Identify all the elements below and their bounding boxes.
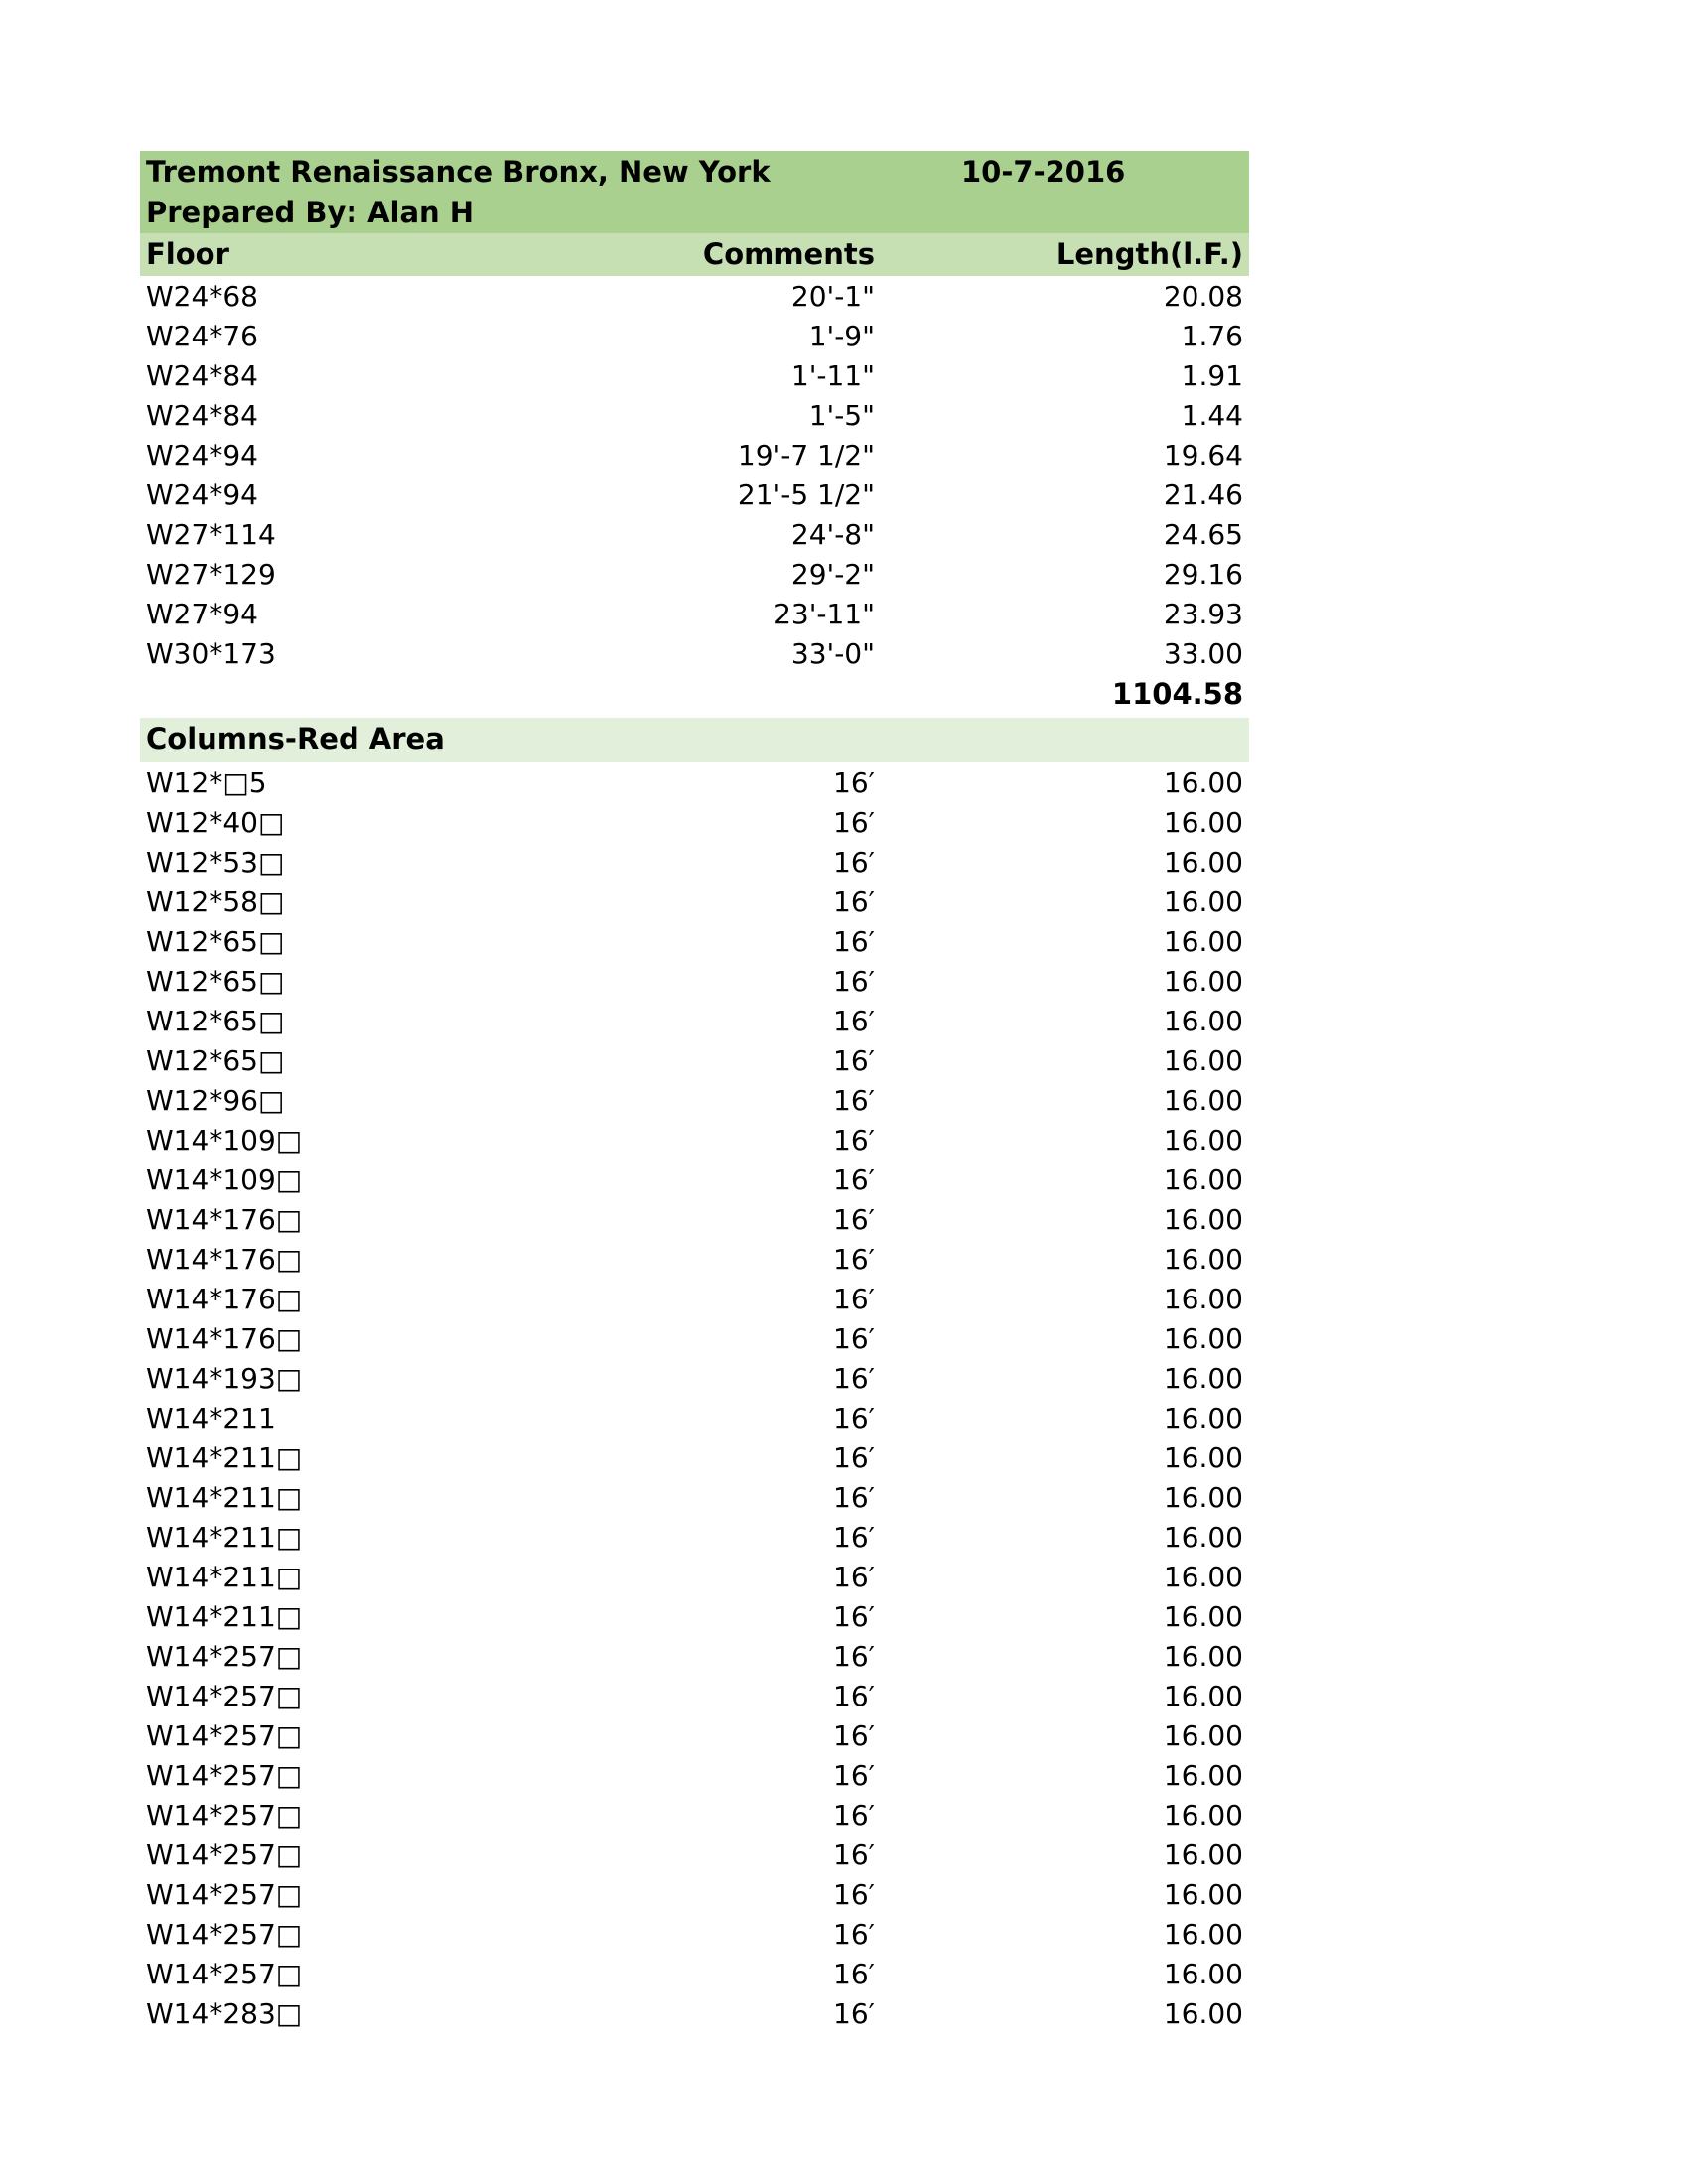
- member-length: 16.00: [1163, 1362, 1243, 1395]
- table-row: [140, 1279, 1249, 1318]
- table-row: [140, 1318, 1249, 1358]
- table-row: [140, 1160, 1249, 1199]
- member-comment: 16′: [833, 1124, 875, 1157]
- member-comment: 16′: [833, 1839, 875, 1871]
- member-comment: 16′: [833, 1958, 875, 1990]
- member-comment: 16′: [833, 1719, 875, 1752]
- member-length: 16.00: [1163, 1203, 1243, 1236]
- member-length: 33.00: [1163, 637, 1243, 670]
- member-length: 16.00: [1163, 846, 1243, 879]
- member-comment: 21'-5 1/2": [737, 478, 875, 511]
- table-row: [140, 514, 1249, 554]
- member-length: 19.64: [1163, 439, 1243, 472]
- member-length: 20.08: [1163, 280, 1243, 313]
- member-name: W14*176□: [146, 1243, 303, 1276]
- table-row: [140, 1199, 1249, 1239]
- member-length: 16.00: [1163, 1958, 1243, 1990]
- member-comment: 16′: [833, 1600, 875, 1633]
- floor-column-header: Floor: [146, 237, 229, 271]
- member-length: 16.00: [1163, 766, 1243, 799]
- member-name: W14*257□: [146, 1918, 303, 1951]
- table-row: [140, 1437, 1249, 1477]
- spreadsheet-page: [140, 151, 1249, 2033]
- member-name: W24*94: [146, 439, 258, 472]
- member-comment: 16′: [833, 1203, 875, 1236]
- table-row: [140, 435, 1249, 475]
- column-header-row: [140, 233, 1249, 276]
- member-comment: 16′: [833, 1997, 875, 2030]
- member-length: 16.00: [1163, 1680, 1243, 1712]
- member-length: 1.76: [1181, 320, 1243, 352]
- table-row: [140, 475, 1249, 514]
- member-comment: 1'-11": [790, 359, 875, 392]
- member-length: 21.46: [1163, 478, 1243, 511]
- member-comment: 16′: [833, 846, 875, 879]
- floor-total-value: 1104.58: [1111, 677, 1243, 711]
- member-length: 16.00: [1163, 806, 1243, 839]
- floor-total-row: [140, 673, 1249, 718]
- member-length: 16.00: [1163, 1084, 1243, 1117]
- member-name: W14*176□: [146, 1322, 303, 1355]
- member-comment: 16′: [833, 1322, 875, 1355]
- member-name: W24*76: [146, 320, 258, 352]
- member-name: W24*94: [146, 478, 258, 511]
- table-row: [140, 554, 1249, 594]
- member-comment: 33'-0": [790, 637, 875, 670]
- member-name: W12*40□: [146, 806, 285, 839]
- member-name: W14*283□: [146, 1997, 303, 2030]
- member-comment: 16′: [833, 1918, 875, 1951]
- member-comment: 16′: [833, 1005, 875, 1037]
- member-comment: 16′: [833, 806, 875, 839]
- member-name: W14*257□: [146, 1839, 303, 1871]
- member-name: W14*193□: [146, 1362, 303, 1395]
- member-length: 16.00: [1163, 925, 1243, 958]
- member-comment: 24'-8": [790, 518, 875, 551]
- table-row: [140, 1676, 1249, 1715]
- member-length: 16.00: [1163, 965, 1243, 998]
- member-comment: 23'-11": [774, 598, 875, 630]
- table-row: [140, 1874, 1249, 1914]
- comments-column-header: Comments: [702, 237, 875, 271]
- table-row: [140, 1755, 1249, 1795]
- member-comment: 29'-2": [790, 558, 875, 591]
- member-name: W27*114: [146, 518, 276, 551]
- member-length: 16.00: [1163, 1600, 1243, 1633]
- member-comment: 16′: [833, 766, 875, 799]
- report-header: [140, 151, 1249, 233]
- member-length: 16.00: [1163, 1005, 1243, 1037]
- member-name: W14*211□: [146, 1561, 303, 1593]
- member-length: 16.00: [1163, 1441, 1243, 1474]
- member-name: W12*65□: [146, 1005, 285, 1037]
- member-name: W12*65□: [146, 965, 285, 998]
- column-rows: [140, 762, 1249, 2033]
- member-length: 16.00: [1163, 1322, 1243, 1355]
- table-row: [140, 1001, 1249, 1040]
- member-name: W14*257□: [146, 1759, 303, 1792]
- member-length: 16.00: [1163, 1243, 1243, 1276]
- member-name: W30*173: [146, 637, 276, 670]
- member-name: W14*109□: [146, 1163, 303, 1196]
- length-column-header: Length(l.F.): [1055, 237, 1243, 271]
- report-title: Tremont Renaissance Bronx, New York: [146, 155, 771, 189]
- member-length: 16.00: [1163, 886, 1243, 918]
- member-length: 16.00: [1163, 1997, 1243, 2030]
- table-row: [140, 1914, 1249, 1954]
- member-comment: 16′: [833, 965, 875, 998]
- member-length: 16.00: [1163, 1878, 1243, 1911]
- table-row: [140, 1636, 1249, 1676]
- table-row: [140, 1358, 1249, 1398]
- member-name: W14*257□: [146, 1719, 303, 1752]
- table-row: [140, 1239, 1249, 1279]
- member-length: 29.16: [1163, 558, 1243, 591]
- report-date: 10-7-2016: [961, 155, 1126, 189]
- table-row: [140, 961, 1249, 1001]
- member-name: W27*129: [146, 558, 276, 591]
- table-row: [140, 1398, 1249, 1437]
- member-name: W14*257□: [146, 1958, 303, 1990]
- member-length: 24.65: [1163, 518, 1243, 551]
- table-row: [140, 1954, 1249, 1993]
- section-title: Columns-Red Area: [146, 722, 445, 755]
- table-row: [140, 1040, 1249, 1080]
- member-comment: 16′: [833, 1561, 875, 1593]
- member-length: 23.93: [1163, 598, 1243, 630]
- member-name: W24*68: [146, 280, 258, 313]
- member-comment: 16′: [833, 1878, 875, 1911]
- section-header-row: [140, 718, 1249, 762]
- member-length: 16.00: [1163, 1124, 1243, 1157]
- member-name: W27*94: [146, 598, 258, 630]
- table-row: [140, 1795, 1249, 1835]
- member-name: W14*211□: [146, 1521, 303, 1554]
- table-row: [140, 842, 1249, 882]
- member-length: 1.91: [1181, 359, 1243, 392]
- table-row: [140, 355, 1249, 395]
- member-name: W24*84: [146, 399, 258, 432]
- member-comment: 16′: [833, 1402, 875, 1434]
- table-row: [140, 316, 1249, 355]
- table-row: [140, 276, 1249, 316]
- member-comment: 1'-9": [808, 320, 875, 352]
- table-row: [140, 1557, 1249, 1596]
- table-row: [140, 1080, 1249, 1120]
- member-comment: 16′: [833, 1759, 875, 1792]
- member-comment: 16′: [833, 1799, 875, 1832]
- member-name: W14*257□: [146, 1680, 303, 1712]
- table-row: [140, 1120, 1249, 1160]
- member-length: 16.00: [1163, 1163, 1243, 1196]
- member-name: W14*257□: [146, 1878, 303, 1911]
- member-name: W14*176□: [146, 1283, 303, 1315]
- member-name: W14*257□: [146, 1640, 303, 1673]
- member-comment: 19'-7 1/2": [737, 439, 875, 472]
- table-row: [140, 1477, 1249, 1517]
- member-name: W12*96□: [146, 1084, 285, 1117]
- member-name: W12*65□: [146, 1044, 285, 1077]
- member-comment: 16′: [833, 1640, 875, 1673]
- member-name: W12*53□: [146, 846, 285, 879]
- prepared-by: Prepared By: Alan H: [146, 196, 475, 229]
- member-comment: 16′: [833, 1441, 875, 1474]
- member-length: 16.00: [1163, 1918, 1243, 1951]
- member-comment: 16′: [833, 1163, 875, 1196]
- table-row: [140, 882, 1249, 921]
- member-length: 16.00: [1163, 1759, 1243, 1792]
- floor-rows: [140, 276, 1249, 673]
- member-name: W14*211□: [146, 1441, 303, 1474]
- member-comment: 16′: [833, 925, 875, 958]
- member-name: W12*□5: [146, 766, 267, 799]
- member-length: 16.00: [1163, 1044, 1243, 1077]
- table-row: [140, 1993, 1249, 2033]
- table-row: [140, 1596, 1249, 1636]
- member-length: 16.00: [1163, 1561, 1243, 1593]
- member-comment: 20'-1": [790, 280, 875, 313]
- table-row: [140, 594, 1249, 633]
- member-comment: 16′: [833, 1521, 875, 1554]
- member-comment: 16′: [833, 1084, 875, 1117]
- member-comment: 16′: [833, 1044, 875, 1077]
- member-comment: 16′: [833, 1680, 875, 1712]
- member-comment: 16′: [833, 1283, 875, 1315]
- member-length: 16.00: [1163, 1839, 1243, 1871]
- member-length: 1.44: [1181, 399, 1243, 432]
- member-name: W14*109□: [146, 1124, 303, 1157]
- member-length: 16.00: [1163, 1521, 1243, 1554]
- member-length: 16.00: [1163, 1799, 1243, 1832]
- member-name: W14*176□: [146, 1203, 303, 1236]
- table-row: [140, 921, 1249, 961]
- member-comment: 16′: [833, 1481, 875, 1514]
- member-comment: 16′: [833, 1362, 875, 1395]
- member-comment: 1'-5": [808, 399, 875, 432]
- member-comment: 16′: [833, 886, 875, 918]
- member-length: 16.00: [1163, 1283, 1243, 1315]
- member-length: 16.00: [1163, 1719, 1243, 1752]
- table-row: [140, 802, 1249, 842]
- member-name: W12*58□: [146, 886, 285, 918]
- table-row: [140, 1517, 1249, 1557]
- table-row: [140, 633, 1249, 673]
- member-name: W14*211□: [146, 1481, 303, 1514]
- member-comment: 16′: [833, 1243, 875, 1276]
- table-row: [140, 762, 1249, 802]
- member-length: 16.00: [1163, 1402, 1243, 1434]
- table-row: [140, 395, 1249, 435]
- member-length: 16.00: [1163, 1481, 1243, 1514]
- member-name: W14*211□: [146, 1600, 303, 1633]
- member-length: 16.00: [1163, 1640, 1243, 1673]
- table-row: [140, 1835, 1249, 1874]
- table-row: [140, 1715, 1249, 1755]
- member-name: W24*84: [146, 359, 258, 392]
- member-name: W14*211: [146, 1402, 276, 1434]
- member-name: W12*65□: [146, 925, 285, 958]
- member-name: W14*257□: [146, 1799, 303, 1832]
